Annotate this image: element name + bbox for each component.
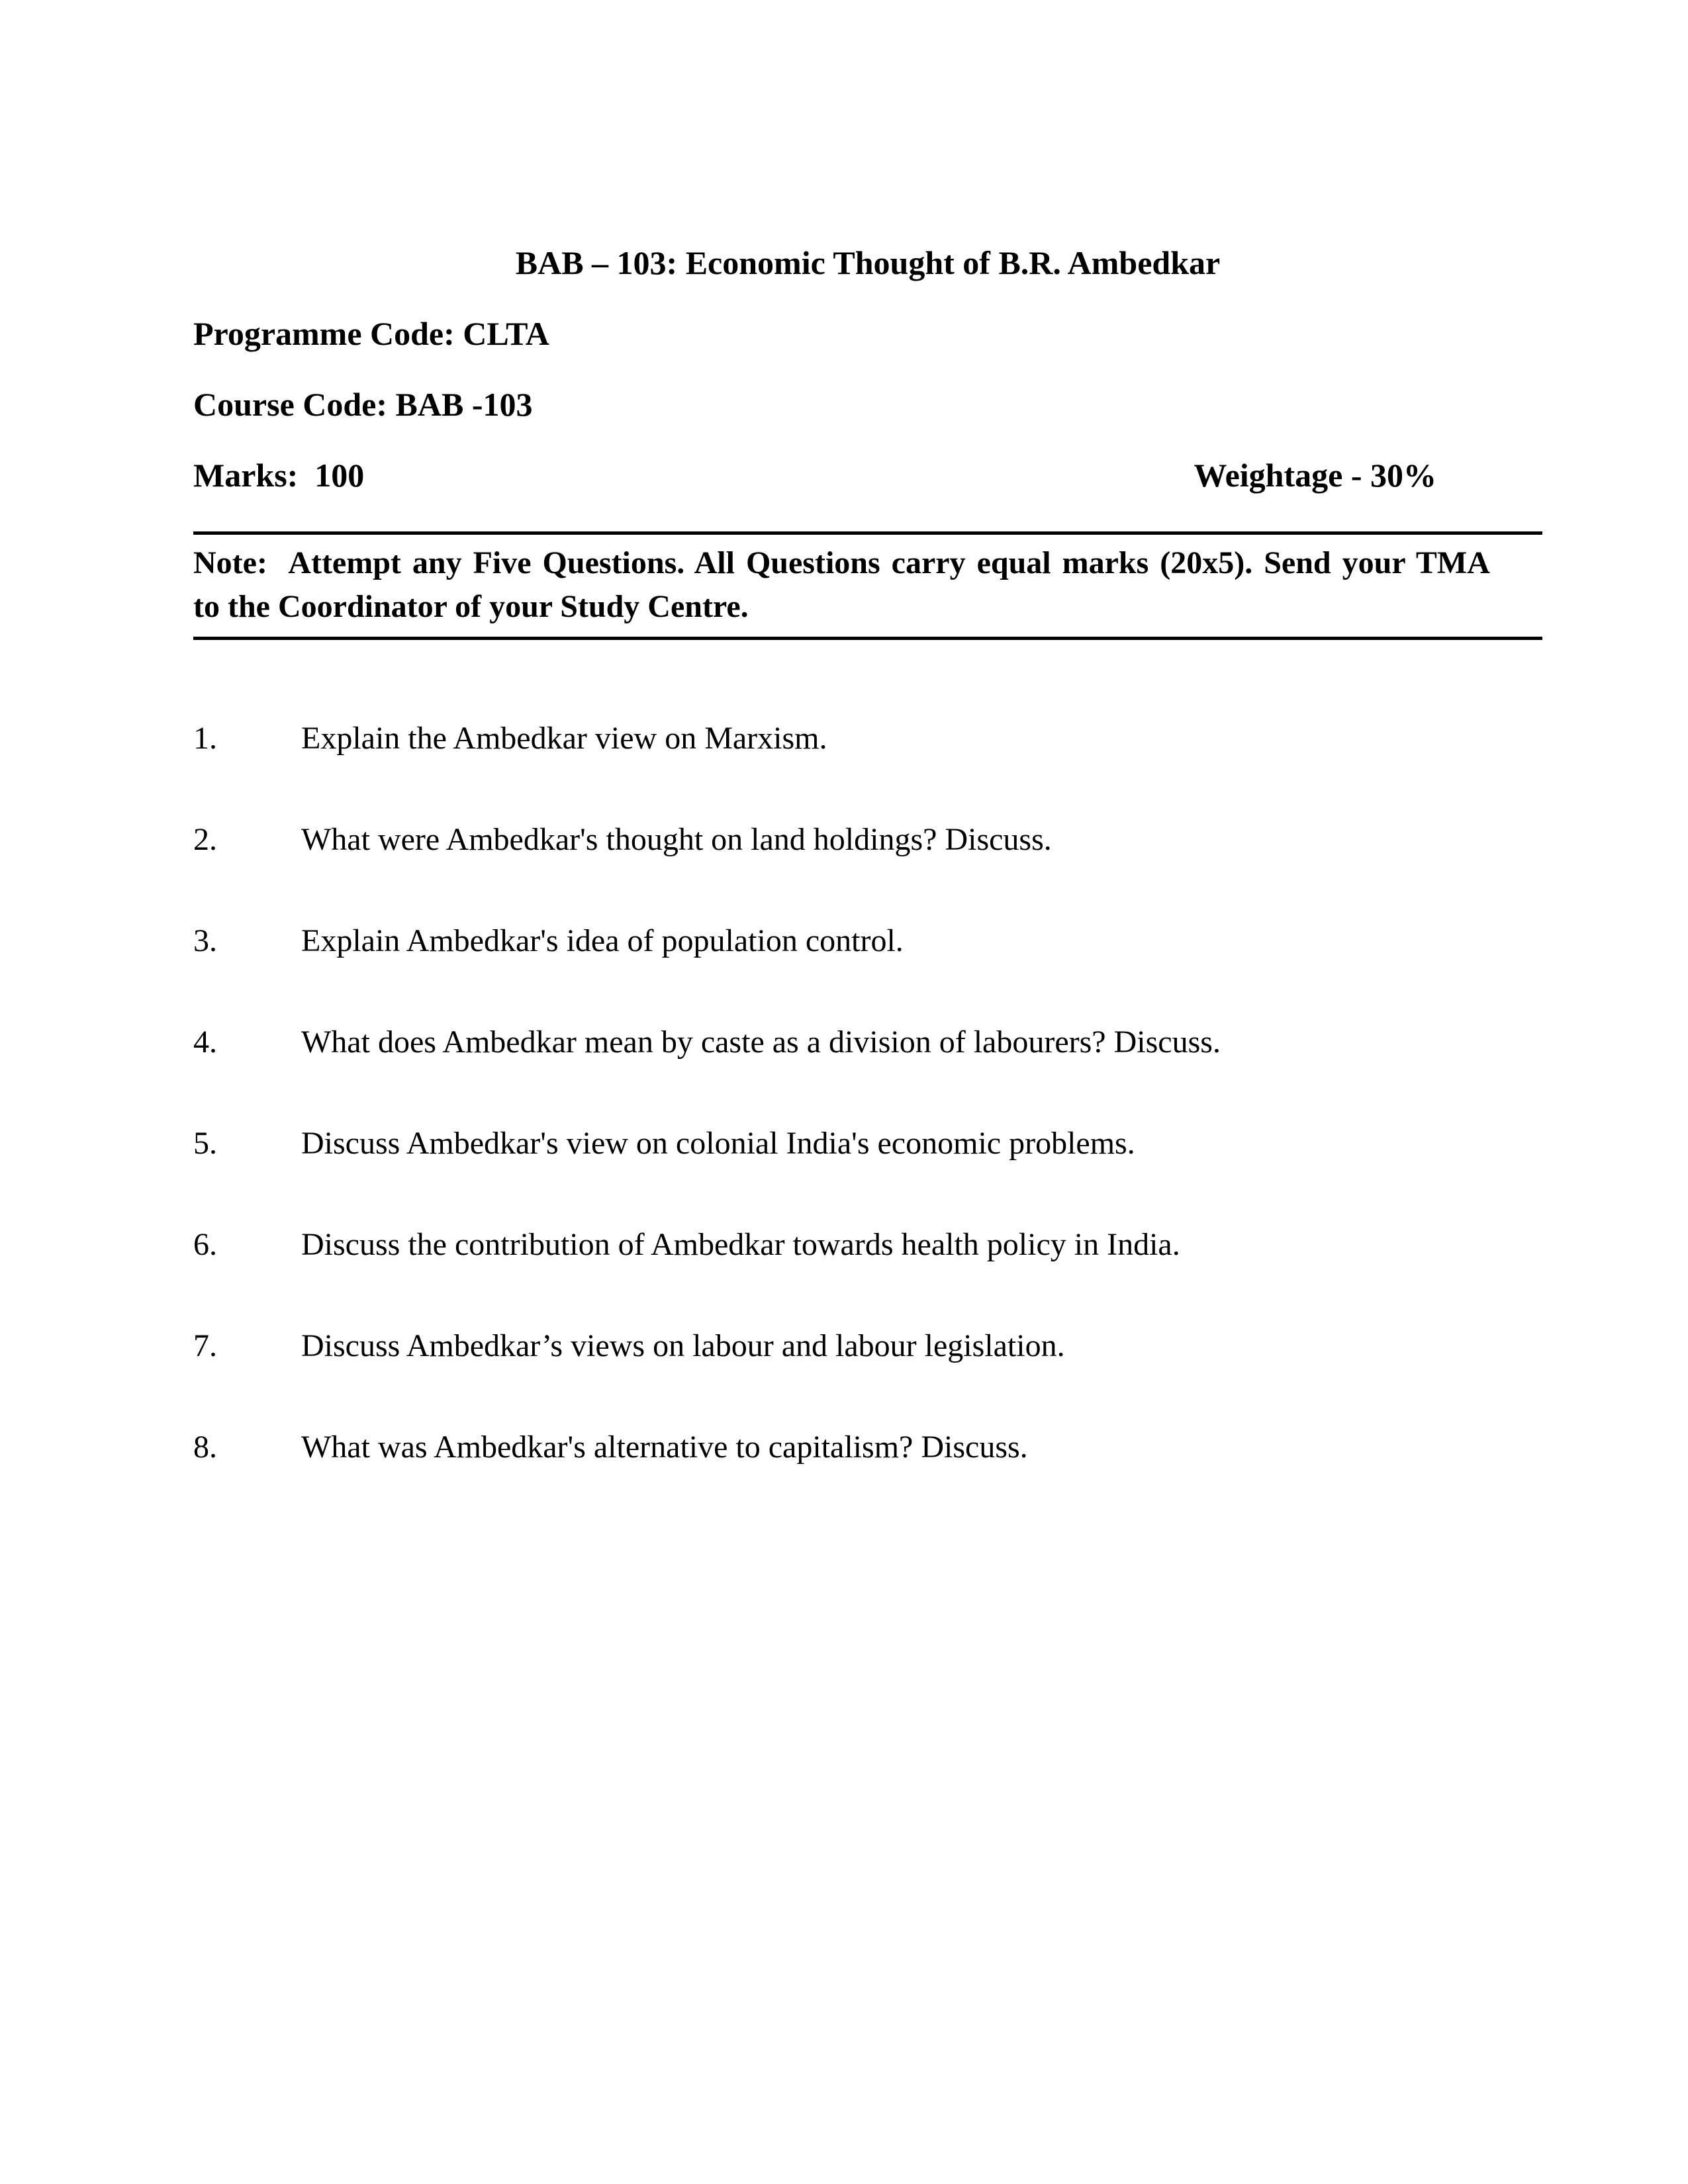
question-item-3	[193, 922, 1542, 960]
programme-code-line: Programme Code: CLTA	[193, 315, 549, 352]
question-text: What were Ambedkar's thought on land holdings? Discuss.	[301, 822, 1052, 857]
question-number: 4.	[193, 1024, 217, 1060]
question-item-4	[193, 1023, 1542, 1062]
note-block	[193, 531, 1542, 640]
question-list	[193, 719, 1542, 1467]
question-text: What was Ambedkar's alternative to capitalism? Discuss.	[301, 1430, 1028, 1465]
marks-weightage-row	[193, 456, 1542, 494]
question-text: What does Ambedkar mean by caste as a division of labourers? Discuss.	[301, 1024, 1221, 1060]
note-line-2: to the Coordinator of your Study Centre.	[193, 589, 749, 624]
weightage-value: Weightage - 30%	[1194, 457, 1436, 494]
note-line-1: Note: Attempt any Five Questions. All Questions carry equal marks (20x5). Send your TMA	[193, 545, 1490, 580]
question-text: Explain Ambedkar's idea of population control.	[301, 923, 904, 958]
question-text: Discuss Ambedkar’s views on labour and labour legislation.	[301, 1328, 1065, 1363]
question-number: 1.	[193, 721, 217, 756]
question-number: 8.	[193, 1430, 217, 1465]
question-item-1	[193, 719, 1542, 758]
question-number: 7.	[193, 1328, 217, 1363]
question-item-5	[193, 1124, 1542, 1163]
question-item-2	[193, 821, 1542, 859]
question-item-6	[193, 1226, 1542, 1264]
question-item-7	[193, 1327, 1542, 1365]
question-number: 3.	[193, 923, 217, 958]
question-text: Discuss Ambedkar's view on colonial India's economic problems.	[301, 1126, 1135, 1161]
question-number: 6.	[193, 1227, 217, 1262]
question-text: Explain the Ambedkar view on Marxism.	[301, 721, 827, 756]
marks-value: Marks: 100	[193, 457, 365, 494]
question-text: Discuss the contribution of Ambedkar towards health policy in India.	[301, 1227, 1180, 1262]
question-item-8	[193, 1428, 1542, 1467]
page-title: BAB – 103: Economic Thought of B.R. Ambedkar	[515, 244, 1221, 281]
question-number: 5.	[193, 1126, 217, 1161]
question-number: 2.	[193, 822, 217, 857]
course-code-line: Course Code: BAB -103	[193, 386, 533, 423]
